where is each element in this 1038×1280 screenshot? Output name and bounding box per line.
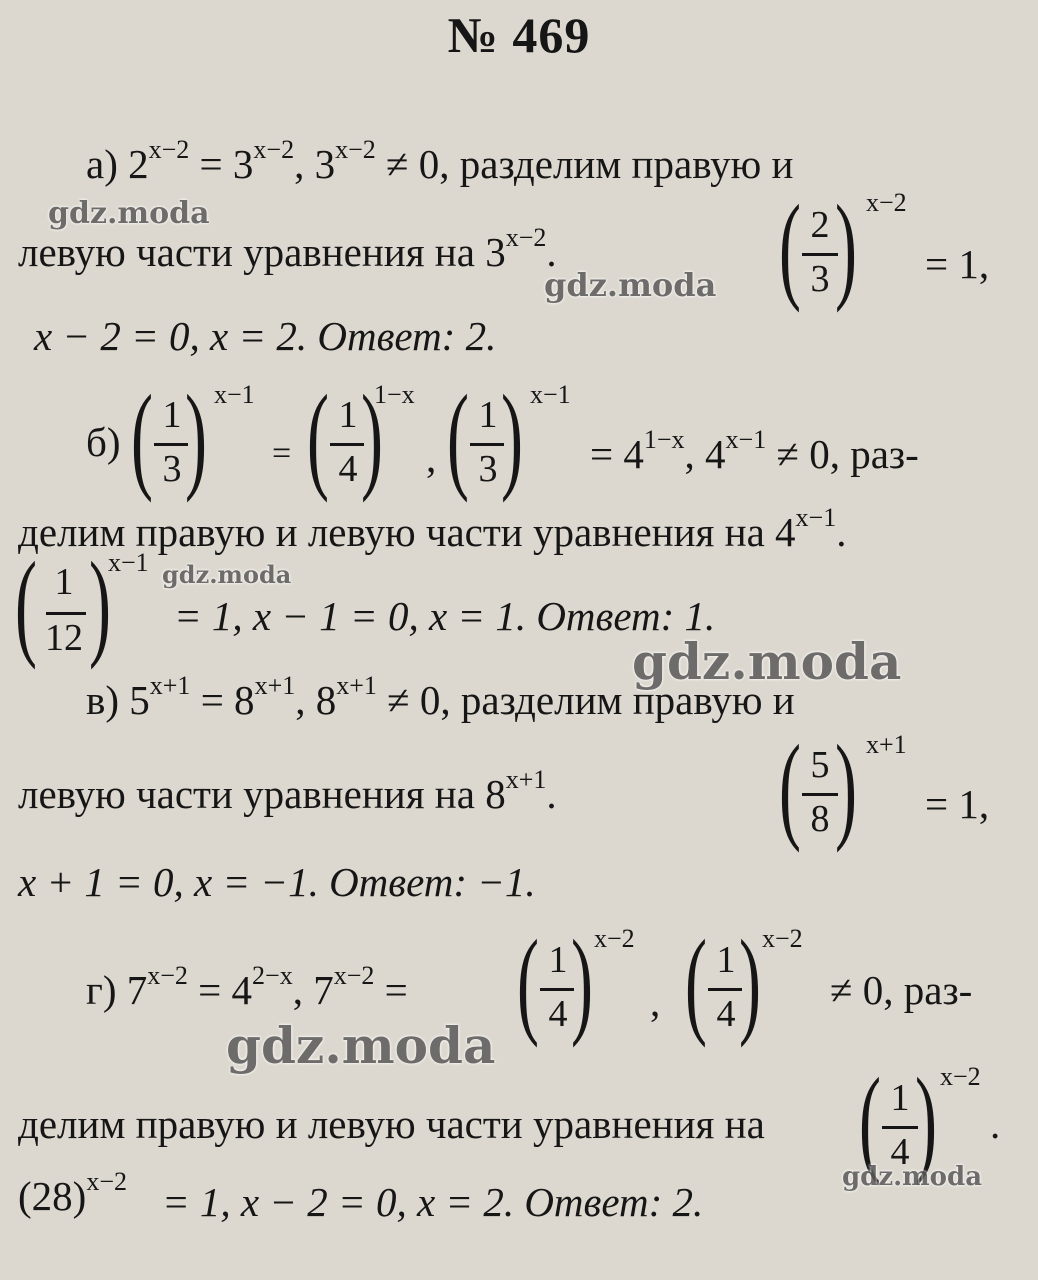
part-v-line-3: x + 1 = 0, x = −1. Ответ: −1.	[18, 859, 536, 905]
part-g-line-1: г) $7^{x-2} = 4^{2-x}$, $7^{x-2}$ =	[86, 961, 408, 1013]
watermark: gdz.moda	[162, 560, 292, 589]
part-g-fraction-1-4-c: ( 1 4 )	[858, 1053, 937, 1186]
part-g-fraction-1-4-a: ( 1 4 )	[516, 915, 593, 1048]
part-b-line-2: делим правую и левую части уравнения на $4^{x-1}$.	[18, 503, 847, 555]
part-g-line-3: = 1, x − 2 = 0, x = 2. Ответ: 2.	[162, 1179, 704, 1225]
part-b-fraction-1-3: ( 1 3 )	[130, 370, 207, 503]
part-a-line-3: x − 2 = 0, x = 2. Ответ: 2.	[34, 313, 497, 359]
part-a-line-2: левую части уравнения на $3^{x-2}$.	[18, 223, 557, 275]
part-a-fraction-exponent: x−2	[866, 188, 907, 217]
part-v-equals-one: = 1,	[925, 781, 990, 827]
part-b-fraction-1-12: ( 1 12 )	[14, 537, 111, 670]
part-b-label: б)	[86, 419, 121, 465]
part-b-exponent-3: x−1	[530, 380, 571, 409]
part-v-line-1: в) $5^{x+1} = 8^{x+1}$, $8^{x+1} \ne 0$, разделим правую и	[86, 671, 795, 723]
part-v-line-2: левую части уравнения на $8^{x+1}$.	[18, 765, 557, 817]
textbook-page: № 469 а) $2^{x-2} = 3^{x-2}$, $3^{x-2} \ne 0$, разделим правую и левую части уравнения на $3^{x-2}$. ( 2 3 ) x−2 = 1, x − 2 = 0, x = 2. Ответ: 2. б) ( 1 3 ) x−1 = ( 1 4 ) 1−x , ( 1 3 ) x−1 = $4^{1-x}$, $4^{x-1} \ne 0$, раз- делим правую и левую части уравнения на $4^{x-1}$. ( 1 12 ) x−1 = 1, x − 1 = 0, x = 1. Ответ: 1. в) $5^{x+1} = 8^{x+1}$, $8^{x+1} \ne 0$, разделим правую и левую части уравнения на $8^{x+1}$. ( 5 8 ) x+1 = 1, x + 1 = 0, x = −1. Ответ: −1. г) $7^{x-2} = 4^{2-x}$, $7^{x-2}$ = ( 1 4 ) x−2 , ( 1 4 ) x−2 ≠ 0, раз- делим правую и левую части уравнения на ( 1 4 ) x−2 . $(28)^{x-2}$ = 1, x − 2 = 0, x = 2. Ответ: 2. gdz.moda gdz.moda gdz.moda gdz.moda gdz.moda gdz.moda	[0, 0, 1038, 1280]
part-g-line-3-prefix: $(28)^{x-2}$	[18, 1167, 127, 1219]
watermark: gdz.moda	[632, 632, 902, 691]
part-v-fraction-exponent: x+1	[866, 730, 907, 759]
part-b-exponent-1: x−1	[214, 380, 255, 409]
problem-number: № 469	[447, 7, 591, 63]
watermark: gdz.moda	[226, 1016, 496, 1075]
watermark: gdz.moda	[544, 266, 717, 304]
part-b-equals: =	[272, 435, 292, 472]
part-g-exponent-b: x−2	[762, 924, 803, 953]
part-g-line-1-tail: ≠ 0, раз-	[830, 967, 973, 1013]
part-b-exponent-2: 1−x	[374, 380, 415, 409]
part-a-line-1: а) $2^{x-2} = 3^{x-2}$, $3^{x-2} \ne 0$, разделим правую и	[86, 135, 794, 187]
part-v-fraction-5-8: ( 5 8 )	[778, 720, 857, 853]
part-a-equals-one: = 1,	[925, 241, 990, 287]
part-b-line-3: = 1, x − 1 = 0, x = 1. Ответ: 1.	[174, 593, 716, 639]
watermark: gdz.moda	[48, 196, 210, 231]
watermark: gdz.moda	[842, 1162, 983, 1192]
part-a-fraction-2-3: ( 2 3 )	[778, 180, 857, 313]
part-b-fraction-1-3-second: ( 1 3 )	[446, 370, 523, 503]
part-b-line-1-tail: = $4^{1-x}$, $4^{x-1} \ne 0$, раз-	[590, 425, 919, 477]
part-g-fraction-1-4-b: ( 1 4 )	[684, 915, 761, 1048]
part-g-exponent-c: x−2	[940, 1062, 981, 1091]
part-b-fraction-1-4: ( 1 4 )	[306, 370, 383, 503]
part-g-exponent-a: x−2	[594, 924, 635, 953]
part-b-exponent-4: x−1	[108, 548, 149, 577]
part-g-line-2: делим правую и левую части уравнения на	[18, 1101, 765, 1147]
